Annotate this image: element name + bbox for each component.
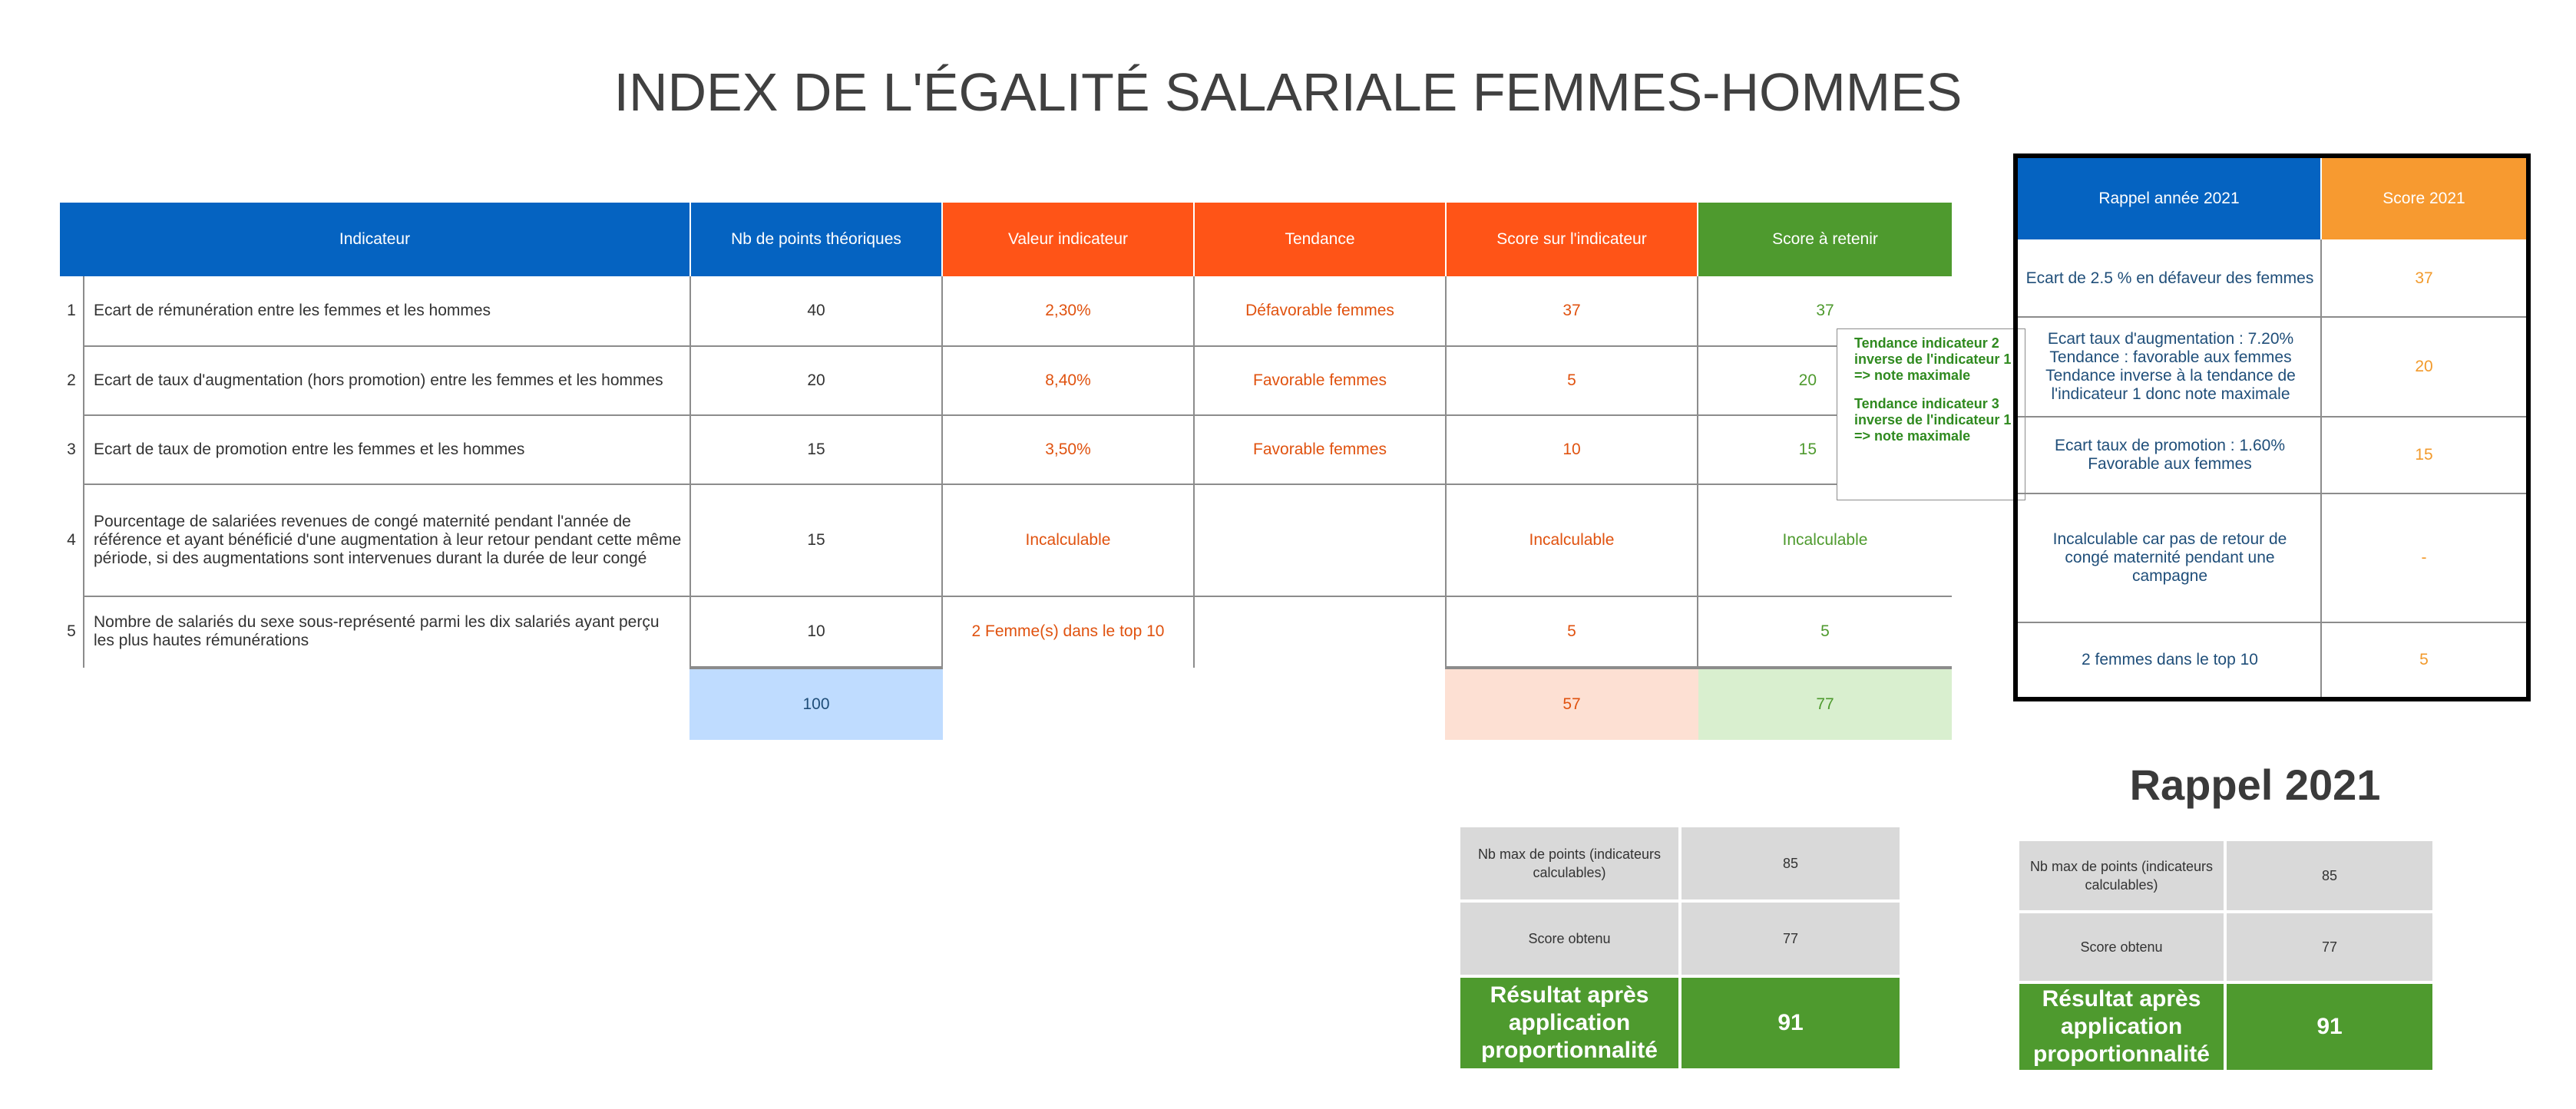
row-label: Ecart de taux d'augmentation (hors promotion) entre les femmes et les hommes [94, 371, 663, 389]
row-valeur: 2,30% [1045, 302, 1091, 319]
row-number: 1 [67, 302, 76, 319]
row-score: 10 [1562, 441, 1581, 458]
summary-score-label: Score obtenu [1460, 903, 1678, 975]
row-valeur: 3,50% [1045, 441, 1091, 458]
row-tendance [1195, 597, 1445, 666]
trend-note-3: Tendance indicateur 3 inverse de l'indicateur 1 => note maximale [1854, 396, 2012, 444]
row-retenir: 15 [1798, 441, 1817, 458]
rappel-row-text: 2 femmes dans le top 10 [2082, 651, 2258, 668]
rappel-row-text: Ecart taux de promotion : 1.60% Favorable aux femmes [2055, 437, 2285, 473]
row-points: 15 [807, 531, 825, 549]
row-label: Nombre de salariés du sexe sous-représenté parmi les dix salariés ayant perçu les plus hautes rémunérations [94, 613, 660, 649]
row-label: Ecart de taux de promotion entre les femmes et les hommes [94, 441, 525, 458]
row-valeur: 8,40% [1045, 371, 1091, 389]
row-number: 2 [67, 371, 76, 389]
rappel-row-score: 20 [2415, 358, 2433, 375]
summary-2021-max-label: Nb max de points (indicateurs calculables) [2019, 841, 2224, 910]
header-retenir: Score à retenir [1698, 203, 1952, 276]
row-label: Ecart de rémunération entre les femmes et les hommes [94, 302, 491, 319]
row-number: 4 [67, 531, 76, 549]
page-title: INDEX DE L'ÉGALITÉ SALARIALE FEMMES-HOMMES [613, 62, 1963, 122]
summary-max-value: 85 [1682, 827, 1900, 899]
row-points: 15 [807, 441, 825, 458]
rappel-row-text: Ecart de 2.5 % en défaveur des femmes [2025, 269, 2314, 287]
total-score: 57 [1445, 669, 1698, 740]
rappel-row-score: 5 [2419, 651, 2429, 668]
row-score: 5 [1567, 371, 1576, 389]
row-valeur: Incalculable [1025, 531, 1111, 549]
summary-2021-score-label: Score obtenu [2019, 913, 2224, 981]
rappel-row-score: 37 [2415, 269, 2433, 287]
rappel-row-text: Ecart taux d'augmentation : 7.20% Tendance : favorable aux femmes Tendance inverse à la tendance de l'indicateur 1 donc note maximale [2045, 330, 2296, 403]
rappel-header-annee: Rappel année 2021 [2018, 158, 2320, 239]
total-retenir: 77 [1698, 669, 1952, 740]
summary-2021-result-label: Résultat après application proportionnalité [2019, 984, 2224, 1070]
row-retenir: 37 [1816, 302, 1834, 319]
row-label: Pourcentage de salariées revenues de congé maternité pendant l'année de référence et ayant bénéficié d'une augmentation à leur retour pendant cette même période, si des augmentations sont intervenues durant la durée de leur congé [94, 513, 682, 567]
rappel-row-score: 15 [2415, 446, 2433, 464]
row-points: 20 [807, 371, 825, 389]
row-tendance [1195, 485, 1445, 596]
summary-2021-max-value: 85 [2227, 841, 2432, 910]
row-retenir: 5 [1820, 622, 1830, 640]
row-valeur: 2 Femme(s) dans le top 10 [971, 622, 1165, 640]
summary-score-value: 77 [1682, 903, 1900, 975]
header-points: Nb de points théoriques [691, 203, 941, 276]
rappel-header-score: Score 2021 [2322, 158, 2526, 239]
row-points: 40 [807, 302, 825, 319]
row-score: 37 [1562, 302, 1581, 319]
total-points: 100 [689, 669, 943, 740]
row-tendance: Défavorable femmes [1245, 302, 1394, 319]
summary-result-value: 91 [1682, 978, 1900, 1068]
header-indicateur: Indicateur [60, 203, 689, 276]
summary-2021-score-value: 77 [2227, 913, 2432, 981]
row-score: 5 [1567, 622, 1576, 640]
summary-max-label: Nb max de points (indicateurs calculables) [1460, 827, 1678, 899]
rappel-row-score: - [2421, 549, 2427, 566]
row-score: Incalculable [1529, 531, 1615, 549]
row-number: 3 [67, 441, 76, 458]
trend-note-box [1837, 328, 2025, 500]
rappel-2021-table [2013, 153, 2531, 701]
rappel-row-text: Incalculable car pas de retour de congé maternité pendant une campagne [2052, 530, 2287, 585]
rappel-2021-title: Rappel 2021 [2129, 761, 2381, 809]
summary-2021-result-value: 91 [2227, 984, 2432, 1070]
row-points: 10 [807, 622, 825, 640]
header-score: Score sur l'indicateur [1447, 203, 1697, 276]
summary-result-label: Résultat après application proportionnalité [1460, 978, 1678, 1068]
row-tendance: Favorable femmes [1253, 371, 1387, 389]
header-tendance: Tendance [1195, 203, 1445, 276]
row-retenir: Incalculable [1782, 531, 1868, 549]
row-tendance: Favorable femmes [1253, 441, 1387, 458]
row-retenir: 20 [1798, 371, 1817, 389]
trend-note-2: Tendance indicateur 2 inverse de l'indicateur 1 => note maximale [1854, 335, 2012, 383]
header-valeur: Valeur indicateur [943, 203, 1193, 276]
row-number: 5 [67, 622, 76, 640]
